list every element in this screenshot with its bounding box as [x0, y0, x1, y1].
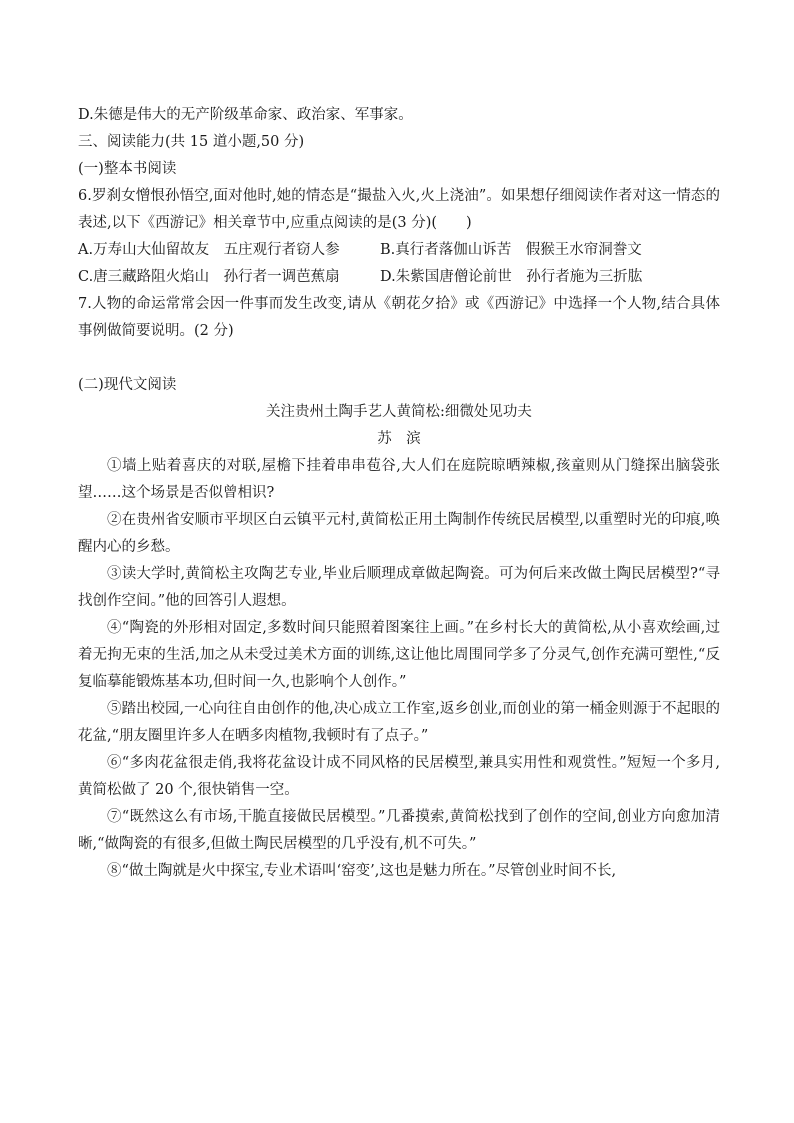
- article-paragraph: ②在贵州省安顺市平坝区白云镇平元村,黄简松正用土陶制作传统民居模型,以重塑时光的印痕,唤醒内心的乡愁。: [78, 512, 720, 555]
- subsection-heading: (一)整本书阅读: [78, 161, 177, 177]
- section-heading: 三、阅读能力(共 15 道小题,50 分): [78, 134, 305, 150]
- article-paragraph: ⑦“既然这么有市场,干脆直接做民居模型。”几番摸索,黄简松找到了创作的空间,创业方向愈加清晰,“做陶瓷的有很多,但做土陶民居模型的几乎没有,机不可失。”: [78, 809, 720, 852]
- article-paragraph: ④“陶瓷的外形相对固定,多数时间只能照着图案往上画。”在乡村长大的黄简松,从小喜欢绘画,过着无拘无束的生活,加之从未受过美术方面的训练,这让他比周围同学多了分灵气,创作充满可塑性,“反复临摹能锻炼基本功,但时间一久,也影响个人创作。”: [78, 620, 720, 690]
- article-title: 关注贵州土陶手艺人黄简松:细微处见功夫: [266, 404, 532, 420]
- article-paragraph: ⑧“做土陶就是火中探宝,专业术语叫‘窑变’,这也是魅力所在。”尽管创业时间不长,: [107, 863, 617, 879]
- article-paragraph: ③读大学时,黄简松主攻陶艺专业,毕业后顺理成章做起陶瓷。可为何后来改做土陶民居模型?“寻找创作空间。”他的回答引人遐想。: [78, 566, 720, 609]
- answer-space: [78, 345, 720, 372]
- question-6-option-a: A.万寿山大仙留故友 五庄观行者窃人参: [78, 242, 340, 258]
- article-paragraph: ⑥“多肉花盆很走俏,我将花盆设计成不同风格的民居模型,兼具实用性和观赏性。”短短一个多月,黄简松做了 20 个,很快销售一空。: [78, 755, 720, 798]
- question-6-option-b: B.真行者落伽山诉苦 假猴王水帘洞誊文: [380, 242, 642, 258]
- question-6-options-row-2: [78, 264, 720, 291]
- question-6: 6.罗刹女憎恨孙悟空,面对他时,她的情态是“撮盐入火,火上浇油”。如果想仔细阅读作者对这一情态的表述,以下《西游记》相关章节中,应重点阅读的是(3 分)( ): [78, 188, 720, 231]
- question-7: 7.人物的命运常常会因一件事而发生改变,请从《朝花夕拾》或《西游记》中选择一个人物,结合具体事例做简要说明。(2 分): [78, 296, 720, 339]
- article-paragraph: ①墙上贴着喜庆的对联,屋檐下挂着串串苞谷,大人们在庭院晾晒辣椒,孩童则从门缝探出脑袋张望……这个场景是否似曾相识?: [78, 458, 720, 501]
- question-6-option-c: C.唐三藏路阻火焰山 孙行者一调芭蕉扇: [78, 269, 340, 285]
- document-page: [78, 102, 720, 885]
- subsection-heading-2: (二)现代文阅读: [78, 377, 177, 393]
- question-6-option-d: D.朱紫国唐僧论前世 孙行者施为三折肱: [380, 269, 643, 285]
- article-author: 苏滨: [377, 431, 436, 447]
- option-d-line: D.朱德是伟大的无产阶级革命家、政治家、军事家。: [78, 107, 413, 123]
- article-paragraph: ⑤踏出校园,一心向往自由创作的他,决心成立工作室,返乡创业,而创业的第一桶金则源于不起眼的花盆,“朋友圈里许多人在晒多肉植物,我顿时有了点子。”: [78, 701, 720, 744]
- question-6-options-row-1: [78, 237, 720, 264]
